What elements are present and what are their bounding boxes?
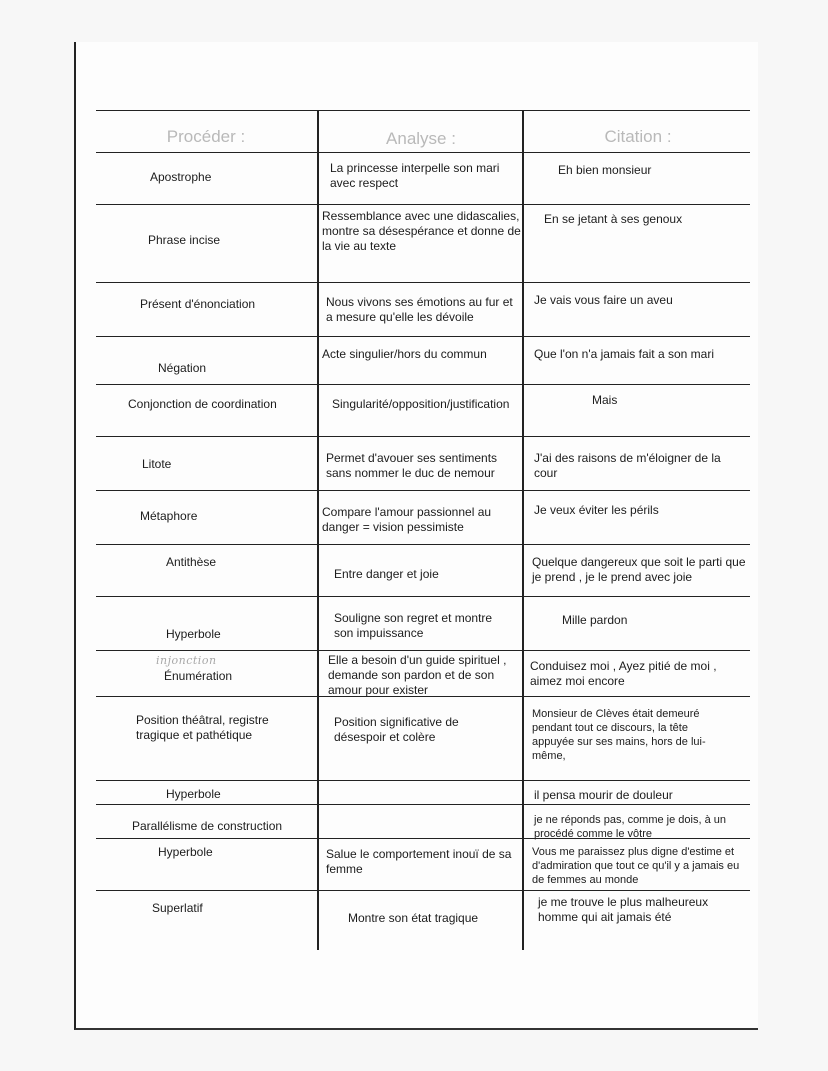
table-row xyxy=(96,490,750,545)
citation-cell: J'ai des raisons de m'éloigner de la cour xyxy=(534,451,721,480)
procede-cell: Litote xyxy=(142,457,172,471)
table-header xyxy=(96,110,750,153)
table-row xyxy=(96,152,750,205)
procede-cell: Hyperbole xyxy=(158,845,213,859)
procede-cell: Métaphore xyxy=(140,509,198,523)
analyse-cell: Acte singulier/hors du commun xyxy=(322,347,487,361)
table-row xyxy=(96,336,750,385)
citation-cell: il pensa mourir de douleur xyxy=(534,788,673,802)
table-row xyxy=(96,780,750,805)
citation-cell: Vous me paraissez plus digne d'estime et d'admiration que tout ce qu'il y a jamais eu de femmes au monde xyxy=(532,846,740,886)
header-citation: Citation : xyxy=(604,127,672,146)
citation-cell: je ne réponds pas, comme je dois, à un procédé comme le vôtre xyxy=(534,814,727,840)
table-row xyxy=(96,204,750,283)
procede-cell: Énumération xyxy=(164,669,233,683)
table-row xyxy=(96,890,750,951)
citation-cell: Mille pardon xyxy=(562,613,628,627)
table-row xyxy=(96,282,750,337)
procede-cell: Parallélisme de construction xyxy=(132,819,283,833)
procede-cell: Position théâtral, registre tragique et pathétique xyxy=(136,713,269,742)
table-row xyxy=(96,384,750,437)
citation-cell: Je veux éviter les périls xyxy=(534,503,659,517)
header-procede: Procéder : xyxy=(166,127,246,146)
analyse-cell: Salue le comportement inouï de sa femme xyxy=(326,847,512,876)
analyse-cell: Souligne son regret et montre son impuissance xyxy=(334,611,493,640)
procede-cell: Présent d'énonciation xyxy=(140,297,256,311)
citation-cell: Monsieur de Clèves était demeuré pendant tout ce discours, la tête appuyée sur ses mains, hors de lui-même, xyxy=(532,708,706,762)
handwritten-note: injonction xyxy=(156,654,217,667)
procede-cell: Phrase incise xyxy=(148,233,221,247)
procede-cell: Superlatif xyxy=(152,901,203,915)
analyse-cell: Nous vivons ses émotions au fur et a mesure qu'elle les dévoile xyxy=(326,295,513,324)
citation-cell: je me trouve le plus malheureux homme qui ait jamais été xyxy=(538,895,709,924)
table-row xyxy=(96,544,750,597)
header-analyse: Analyse : xyxy=(386,129,456,148)
analyse-cell: Entre danger et joie xyxy=(334,567,439,581)
analyse-cell: Ressemblance avec une didascalies, montre sa désespérance et donne de la vie au texte xyxy=(322,209,521,253)
table-row xyxy=(96,596,750,651)
analyse-cell: Montre son état tragique xyxy=(348,911,479,925)
analyse-cell: La princesse interpelle son mari avec respect xyxy=(330,161,500,190)
procede-cell: Antithèse xyxy=(166,555,217,569)
analyse-cell: Position significative de désespoir et colère xyxy=(334,715,459,744)
citation-cell: Mais xyxy=(592,393,618,407)
table-row xyxy=(96,838,750,891)
analyse-cell: Elle a besoin d'un guide spirituel , demande son pardon et de son amour pour exister xyxy=(328,653,507,697)
citation-cell: En se jetant à ses genoux xyxy=(544,212,683,226)
table-row xyxy=(96,436,750,491)
table-row xyxy=(96,650,750,697)
analyse-cell: Compare l'amour passionnel au danger = vision pessimiste xyxy=(322,505,492,534)
procede-cell: Négation xyxy=(158,361,207,375)
table-row xyxy=(96,804,750,839)
procede-cell: Hyperbole xyxy=(166,787,221,801)
analyse-cell: Singularité/opposition/justification xyxy=(332,397,510,411)
citation-cell: Conduisez moi , Ayez pitié de moi , aimez moi encore xyxy=(530,659,717,688)
citation-cell: Que l'on n'a jamais fait a son mari xyxy=(534,347,714,361)
procede-cell: Conjonction de coordination xyxy=(128,397,277,411)
analyse-cell: Permet d'avouer ses sentiments sans nommer le duc de nemour xyxy=(326,451,498,480)
table-row xyxy=(96,696,750,781)
citation-cell: Eh bien monsieur xyxy=(558,163,652,177)
citation-cell: Quelque dangereux que soit le parti que je prend , je le prend avec joie xyxy=(532,555,746,584)
procede-cell: Apostrophe xyxy=(150,170,212,184)
procede-cell: Hyperbole xyxy=(166,627,221,641)
citation-cell: Je vais vous faire un aveu xyxy=(534,293,673,307)
